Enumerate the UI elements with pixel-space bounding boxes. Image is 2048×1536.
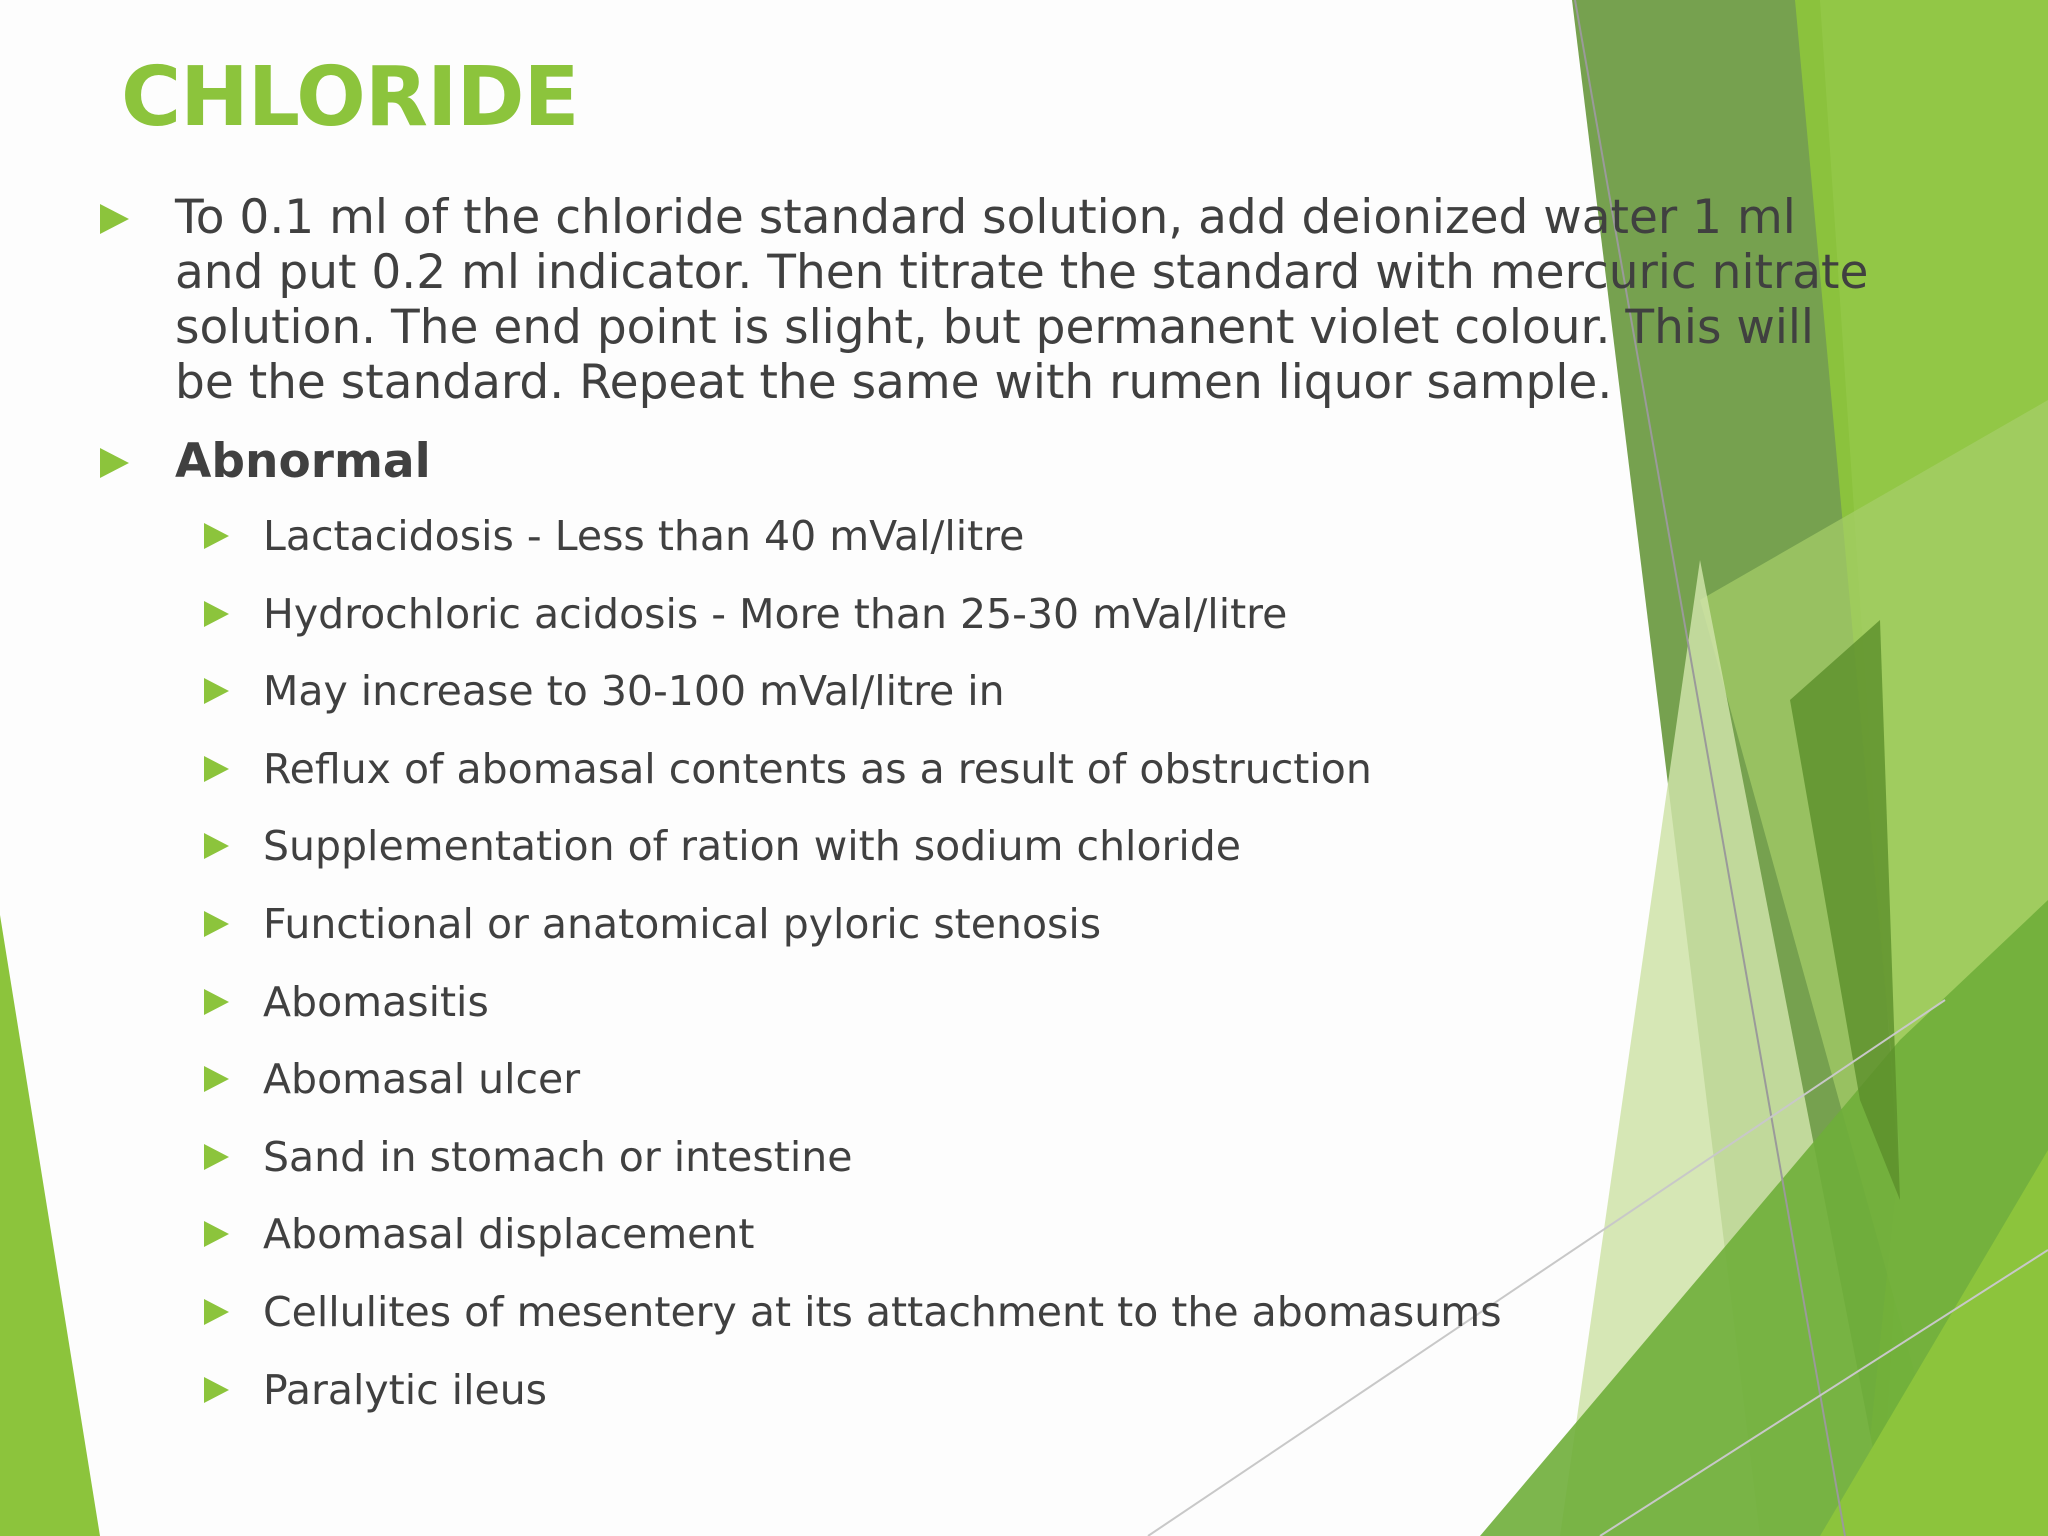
- triangle-bullet-icon: [204, 989, 229, 1015]
- list-item-text: Abomasal displacement: [263, 1210, 755, 1259]
- list-item-text: Abomasitis: [263, 977, 489, 1026]
- list-item-text: Hydrochloric acidosis - More than 25-30 mVal/litre: [263, 589, 1288, 638]
- triangle-bullet-icon: [204, 678, 229, 704]
- triangle-bullet-icon: [204, 1066, 229, 1092]
- list-item: [263, 821, 1880, 871]
- list-item: [263, 511, 1880, 561]
- list-item-text: May increase to 30-100 mVal/litre in: [263, 667, 1005, 716]
- list-item: [263, 1365, 1880, 1415]
- triangle-bullet-icon: [204, 1144, 229, 1170]
- list-item: [263, 744, 1880, 794]
- triangle-bullet-icon: [204, 601, 229, 627]
- list-item-text: Sand in stomach or intestine: [263, 1132, 853, 1181]
- abnormal-heading: Abnormal: [175, 434, 431, 489]
- triangle-bullet-icon: [204, 1221, 229, 1247]
- list-item-text: Functional or anatomical pyloric stenosis: [263, 899, 1102, 948]
- triangle-bullet-icon: [204, 911, 229, 937]
- triangle-bullet-icon: [100, 204, 129, 234]
- list-item-text: Lactacidosis - Less than 40 mVal/litre: [263, 512, 1025, 560]
- intro-paragraph-item: [100, 190, 1880, 410]
- triangle-bullet-icon: [204, 1299, 229, 1325]
- list-item: [263, 1132, 1880, 1182]
- list-item-text: Supplementation of ration with sodium chloride: [263, 822, 1242, 871]
- list-item-text: Reflux of abomasal contents as a result of obstruction: [263, 744, 1372, 793]
- triangle-bullet-icon: [204, 1377, 229, 1403]
- slide-title: CHLORIDE: [121, 50, 579, 145]
- list-item: [263, 899, 1880, 949]
- list-item: [263, 589, 1880, 639]
- left-green-shape: [0, 915, 100, 1536]
- list-item-text: Cellulites of mesentery at its attachment to the abomasums: [263, 1287, 1502, 1336]
- intro-text: To 0.1 ml of the chloride standard solution, add deionized water 1 ml and put 0.2 ml indicator. Then titrate the standard with mercuric nitrate solution. The end point is slight, but permanent violet colour. This will be the standard. Repeat the same with rumen liquor sample.: [175, 190, 1869, 410]
- list-item: [263, 977, 1880, 1027]
- list-item-text: Paralytic ileus: [263, 1365, 548, 1414]
- triangle-bullet-icon: [204, 523, 229, 549]
- list-item: [263, 666, 1880, 716]
- list-item: [263, 1054, 1880, 1104]
- list-item: [263, 1209, 1880, 1259]
- list-item: [263, 1287, 1880, 1337]
- abnormal-heading-item: [100, 434, 1880, 489]
- triangle-bullet-icon: [100, 448, 129, 478]
- list-item-text: Abomasal ulcer: [263, 1055, 581, 1104]
- triangle-bullet-icon: [204, 756, 229, 782]
- slide-content: [100, 190, 1880, 1442]
- triangle-bullet-icon: [204, 833, 229, 859]
